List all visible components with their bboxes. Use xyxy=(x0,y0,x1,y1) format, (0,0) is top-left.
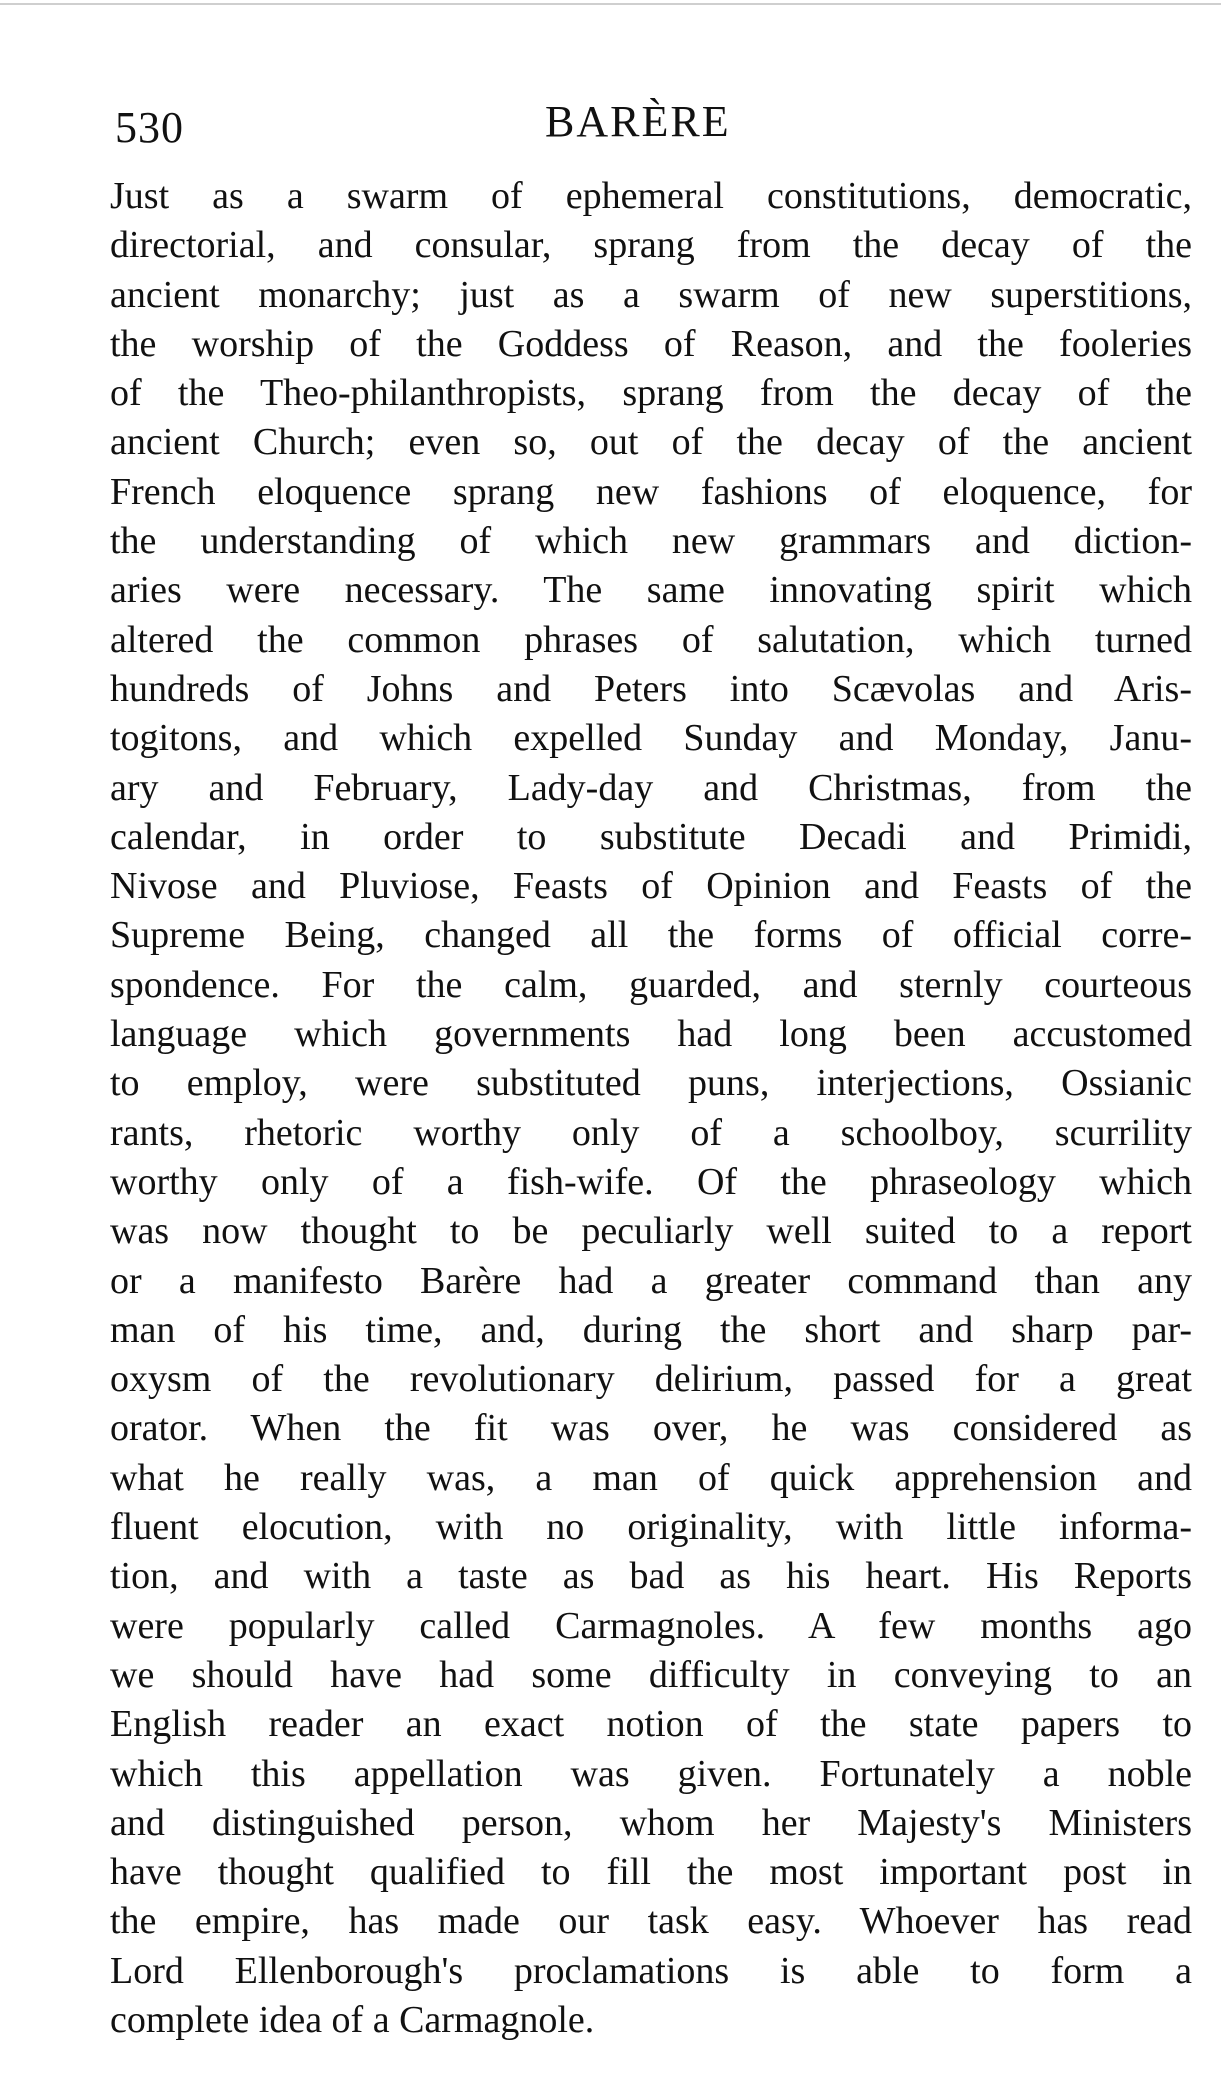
text-line: was now thought to be peculiarly well suited to a report xyxy=(110,1210,1192,1253)
text-line: orator. When the fit was over, he was considered as xyxy=(110,1407,1192,1450)
text-line: what he really was, a man of quick apprehension and xyxy=(110,1456,1192,1499)
page-header xyxy=(115,96,1195,156)
text-line: complete idea of a Carmagnole. xyxy=(110,1998,595,2041)
text-line: were popularly called Carmagnoles. A few months ago xyxy=(110,1604,1192,1647)
body-text xyxy=(110,172,1192,2045)
text-line: directorial, and consular, sprang from the decay of the xyxy=(110,224,1192,267)
text-line: the understanding of which new grammars and diction- xyxy=(110,520,1192,563)
page-number: 530 xyxy=(115,103,184,152)
text-line: spondence. For the calm, guarded, and sternly courteous xyxy=(110,963,1192,1006)
text-line: French eloquence sprang new fashions of eloquence, for xyxy=(110,470,1192,513)
text-line: we should have had some difficulty in conveying to an xyxy=(110,1653,1192,1696)
text-line: oxysm of the revolutionary delirium, passed for a great xyxy=(110,1358,1192,1401)
text-line: togitons, and which expelled Sunday and Monday, Janu- xyxy=(110,717,1192,760)
text-line: the empire, has made our task easy. Whoever has read xyxy=(110,1900,1192,1943)
text-line: rants, rhetoric worthy only of a schoolboy, scurrility xyxy=(110,1111,1192,1154)
text-line: ancient Church; even so, out of the decay of the ancient xyxy=(110,421,1192,464)
text-line: altered the common phrases of salutation, which turned xyxy=(110,618,1192,661)
text-line: language which governments had long been accustomed xyxy=(110,1013,1192,1056)
text-line: aries were necessary. The same innovating spirit which xyxy=(110,569,1192,612)
text-line: man of his time, and, during the short and sharp par- xyxy=(110,1308,1192,1351)
text-line: Lord Ellenborough's proclamations is able to form a xyxy=(110,1949,1192,1992)
text-line: Just as a swarm of ephemeral constitutions, democratic, xyxy=(110,175,1192,217)
text-line: Nivose and Pluviose, Feasts of Opinion and Feasts of the xyxy=(110,865,1192,908)
top-rule xyxy=(0,3,1221,5)
text-line: and distinguished person, whom her Majesty's Ministers xyxy=(110,1801,1192,1844)
text-line: tion, and with a taste as bad as his heart. His Reports xyxy=(110,1555,1192,1598)
text-line: the worship of the Goddess of Reason, and the fooleries xyxy=(110,322,1192,365)
text-line: ancient monarchy; just as a swarm of new superstitions, xyxy=(110,273,1192,316)
text-line: have thought qualified to fill the most important post in xyxy=(110,1851,1192,1894)
text-line: Supreme Being, changed all the forms of official corre- xyxy=(110,914,1192,957)
text-line: which this appellation was given. Fortunately a noble xyxy=(110,1752,1192,1795)
running-head: BARÈRE xyxy=(545,97,731,146)
text-line: hundreds of Johns and Peters into Scævolas and Aris- xyxy=(110,667,1192,710)
text-line: fluent elocution, with no originality, with little informa- xyxy=(110,1506,1192,1549)
text-line: or a manifesto Barère had a greater command than any xyxy=(110,1259,1192,1302)
text-line: to employ, were substituted puns, interjections, Ossianic xyxy=(110,1062,1192,1105)
text-line: worthy only of a fish-wife. Of the phraseology which xyxy=(110,1160,1192,1203)
text-line: ary and February, Lady-day and Christmas, from the xyxy=(110,766,1192,809)
text-line: English reader an exact notion of the state papers to xyxy=(110,1703,1192,1746)
text-line: of the Theo-philanthropists, sprang from the decay of the xyxy=(110,372,1192,415)
text-line: calendar, in order to substitute Decadi and Primidi, xyxy=(110,815,1192,858)
